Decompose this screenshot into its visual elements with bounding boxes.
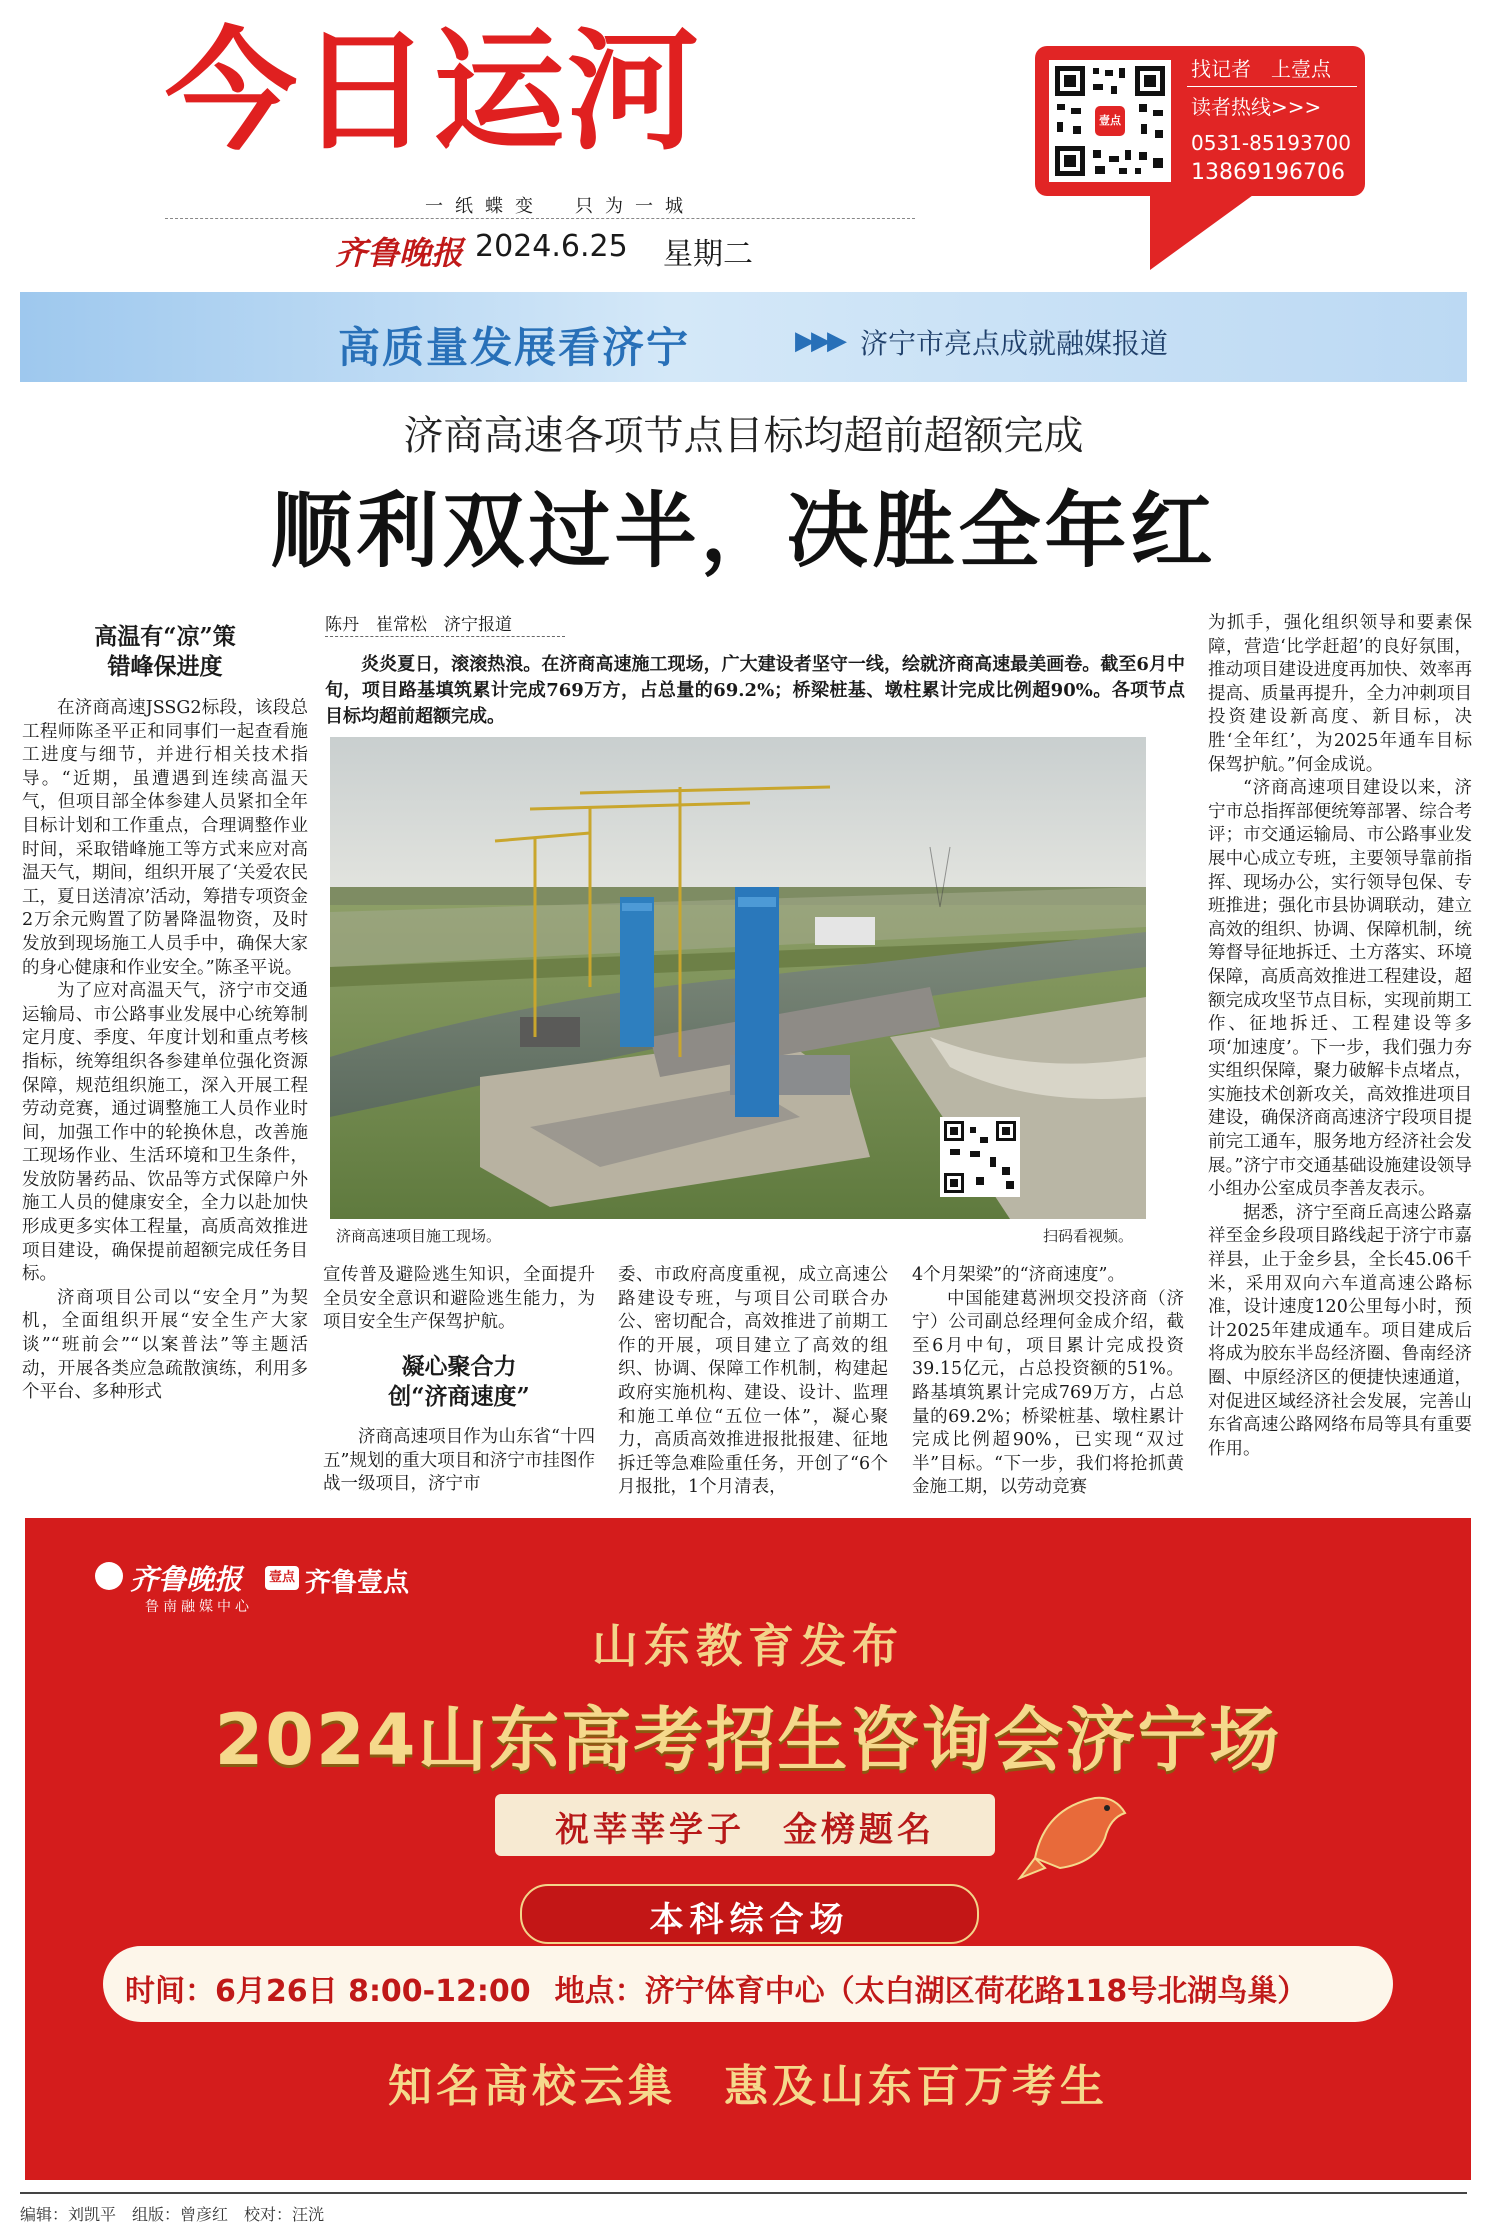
ad-time-label: 时间： (125, 1974, 215, 2009)
hotline-phone-2[interactable]: 13869196706 (1191, 160, 1345, 185)
ad-slogan: 知名高校云集 惠及山东百万考生 (388, 2061, 1108, 2112)
paragraph: 济商项目公司以“安全月”为契机，全面组织开展“安全生产大家谈”“班前会”“以案普法”等主题活动，开展各类应急疏散演练，利用多个平台、多种形式 (22, 1287, 308, 1403)
hotline-divider (1187, 86, 1357, 87)
ad-brand-qilu: 齐鲁晚报 (130, 1563, 243, 1596)
banner-subtitle: 济宁市亮点成就融媒报道 (860, 327, 1169, 360)
paragraph: 4个月架梁”的“济商速度”。 (912, 1265, 1125, 1285)
ad-info-line (125, 1966, 1307, 2010)
paragraph: 为抓手，强化组织领导和要素保障，营造‘比学赶超’的良好氛围，推动项目建设进度再加快、效率再提高、质量再提升，全力冲刺项目投资建设新高度、新目标，决胜‘全年红’，为2025年通车目标保驾护航。”何金成说。 (1208, 613, 1472, 775)
ad-place-label: 地点： (554, 1974, 645, 2009)
article-byline: 陈丹 崔常松 济宁报道 (325, 615, 512, 635)
byline-divider (325, 636, 565, 637)
hotline-callout-tail (1150, 190, 1260, 270)
photo-caption: 济商高速项目施工现场。 (336, 1227, 502, 1245)
qr-caption: 扫码看视频。 (1043, 1227, 1134, 1245)
hotline-box (1035, 46, 1365, 196)
ad-brand-sub: 鲁南融媒中心 (145, 1599, 253, 1615)
article-lead (325, 652, 1185, 730)
article-column-2 (323, 1264, 595, 1335)
paragraph: 在济商高速JSSG2标段，该段总工程师陈圣平正和同事们一起查看施工进度与细节，并进行相关技术指导。“近期，虽遭遇到连续高温天气，但项目部全体参建人员紧扣全年目标计划和工作重点，合理调整作业时间，采取错峰施工等方式来应对高温天气，期间，组织开展了‘关爱农民工，夏日送清凉’活动，筹措专项资金2万余元购置了防暑降温物资，及时发放到现场施工人员手中，确保大家的身心健康和作业安全。”陈圣平说。 (22, 698, 308, 978)
article-column-5 (1208, 612, 1472, 1504)
article-column-1 (22, 697, 308, 1503)
masthead-slogan: 一纸蝶变 只为一城 (425, 196, 695, 217)
newspaper-brand: 齐鲁晚报 (335, 234, 464, 272)
footer-credits: 编辑：刘凯平 组版：曾彦红 校对：汪洸 (20, 2205, 325, 2224)
hotline-qr-code[interactable] (1049, 60, 1171, 182)
advertisement (25, 1518, 1471, 2180)
banner-title: 高质量发展看济宁 (338, 323, 691, 372)
construction-photo (330, 737, 1146, 1219)
paragraph: 中国能建葛洲坝交投济商（济宁）公司副总经理何金成介绍，截至6月中旬，项目累计完成投资39.15亿元，占总投资额的51%。路基填筑累计完成769万方，占总量的69.2%；桥梁桩基、墩柱累计完成比例超90%，已实现“双过半”目标。“下一步，我们将抢抓黄金施工期，以劳动竞赛 (912, 1288, 1184, 1498)
subhead-synergy (323, 1352, 595, 1412)
article-column-4 (912, 1264, 1184, 1504)
article-kicker: 济商高速各项节点目标均超前超额完成 (403, 413, 1084, 459)
ad-session: 本科综合场 (649, 1900, 850, 1940)
paragraph: “济商高速项目建设以来，济宁市总指挥部便统筹部署、综合考评；市交通运输局、市公路事业发展中心成立专班，主要领导靠前指挥、现场办公，实行领导包保、专班推进；强化市县协调联动，建立高效的组织、协调、保障机制，统筹督导征地拆迁、土方落实、环境保障，高质高效推进工程建设，超额完成攻坚节点目标，实现前期工作、征地拆迁、工程建设等多项‘加速度’。下一步，我们强力夯实组织保障，聚力破解卡点堵点，实施技术创新攻关，高效推进项目建设，确保济商高速济宁段项目提前完工通车，服务地方经济社会发展。”济宁市交通基础设施建设领导小组办公室成员李善友表示。 (1208, 778, 1472, 1200)
hotline-qr-badge: 壹点 (1099, 114, 1121, 127)
ad-title: 2024山东高考招生咨询会济宁场 (214, 1699, 1282, 1781)
lead-text: 炎炎夏日，滚滚热浪。在济商高速施工现场，广大建设者坚守一线，绘就济商高速最美画卷。截至6月中旬，项目路基填筑累计完成769万方，占总量的69.2%；桥梁桩基、墩柱累计完成比例超90%。各项节点目标均超前超额完成。 (325, 654, 1185, 727)
article-column-2-cont (323, 1426, 595, 1497)
paragraph: 宣传普及避险逃生知识，全面提升全员安全意识和避险逃生能力，为项目安全生产保驾护航。 (323, 1265, 595, 1333)
paragraph: 据悉，济宁至商丘高速公路嘉祥至金乡段项目路线起于济宁市嘉祥县，止于金乡县，全长45.06千米，采用双向六车道高速公路标准，设计速度120公里每小时，预计2025年建成通车。项目建成后将成为胶东半岛经济圈、鲁南经济圈、中原经济区的便捷快速通道，对促进区域经济社会发展，完善山东省高速公路网络布局等具有重要作用。 (1208, 1202, 1472, 1459)
article-column-3 (618, 1264, 888, 1504)
subhead-line: 创“济商速度” (388, 1383, 530, 1410)
paragraph: 委、市政府高度重视，成立高速公路建设专班，与项目公司联合办公、密切配合，高效推进了前期工作的开展，项目建立了高效的组织、协调、保障工作机制，构建起政府实施机构、建设、设计、监理和施工单位“五位一体”，凝心聚力，高质高效推进报批报建、征地拆迁等急难险重任务，开创了“6个月报批，1个月清表， (618, 1265, 888, 1498)
subhead-cool-measures (22, 622, 308, 682)
ad-time-value: 6月26日 8:00-12:00 (215, 1974, 531, 2009)
paragraph: 济商高速项目作为山东省“十四五”规划的重大项目和济宁市挂图作战一级项目，济宁市 (323, 1427, 595, 1495)
ad-yidian-badge: 壹点 (265, 1566, 299, 1590)
hotline-phone-1[interactable]: 0531-85193700 (1191, 131, 1351, 155)
subhead-line: 高温有“凉”策 (94, 623, 236, 650)
section-banner (20, 292, 1467, 382)
footer-divider (20, 2192, 1467, 2194)
banner-arrow-icon: ▶▶▶ (795, 326, 843, 356)
ad-scroll-text: 祝莘莘学子 金榜题名 (555, 1810, 935, 1850)
koi-fish-icon (1015, 1768, 1135, 1888)
hotline-label: 读者热线>>> (1191, 95, 1322, 119)
brand-logo-icon (95, 1562, 123, 1590)
subhead-line: 错峰保进度 (107, 653, 223, 680)
ad-place-value: 济宁体育中心（太白湖区荷花路118号北湖鸟巢） (644, 1974, 1308, 2009)
subhead-line: 凝心聚合力 (401, 1353, 517, 1380)
ad-kicker: 山东教育发布 (592, 1619, 904, 1673)
article-headline: 顺利双过半，决胜全年红 (270, 483, 1217, 579)
paragraph: 为了应对高温天气，济宁市交通运输局、市公路事业发展中心统筹制定月度、季度、年度计划和重点考核指标，统筹组织各参建单位强化资源保障，规范组织施工，深入开展工程劳动竞赛，通过调整施工人员作业时间，加强工作中的轮换休息，改善施工现场作业、生活环境和卫生条件，发放防暑药品、饮品等方式保障户外施工人员的健康安全，全力以赴加快形成更多实体工程量，高质高效推进项目建设，确保提前超额完成任务目标。 (22, 981, 308, 1285)
ad-brand-yidian: 齐鲁壹点 (305, 1568, 410, 1598)
masthead-title: 今日运河 (165, 15, 701, 169)
issue-weekday: 星期二 (663, 237, 753, 272)
issue-date: 2024.6.25 (475, 229, 628, 264)
masthead-divider (165, 218, 915, 219)
hotline-tagline: 找记者 上壹点 (1191, 57, 1331, 81)
